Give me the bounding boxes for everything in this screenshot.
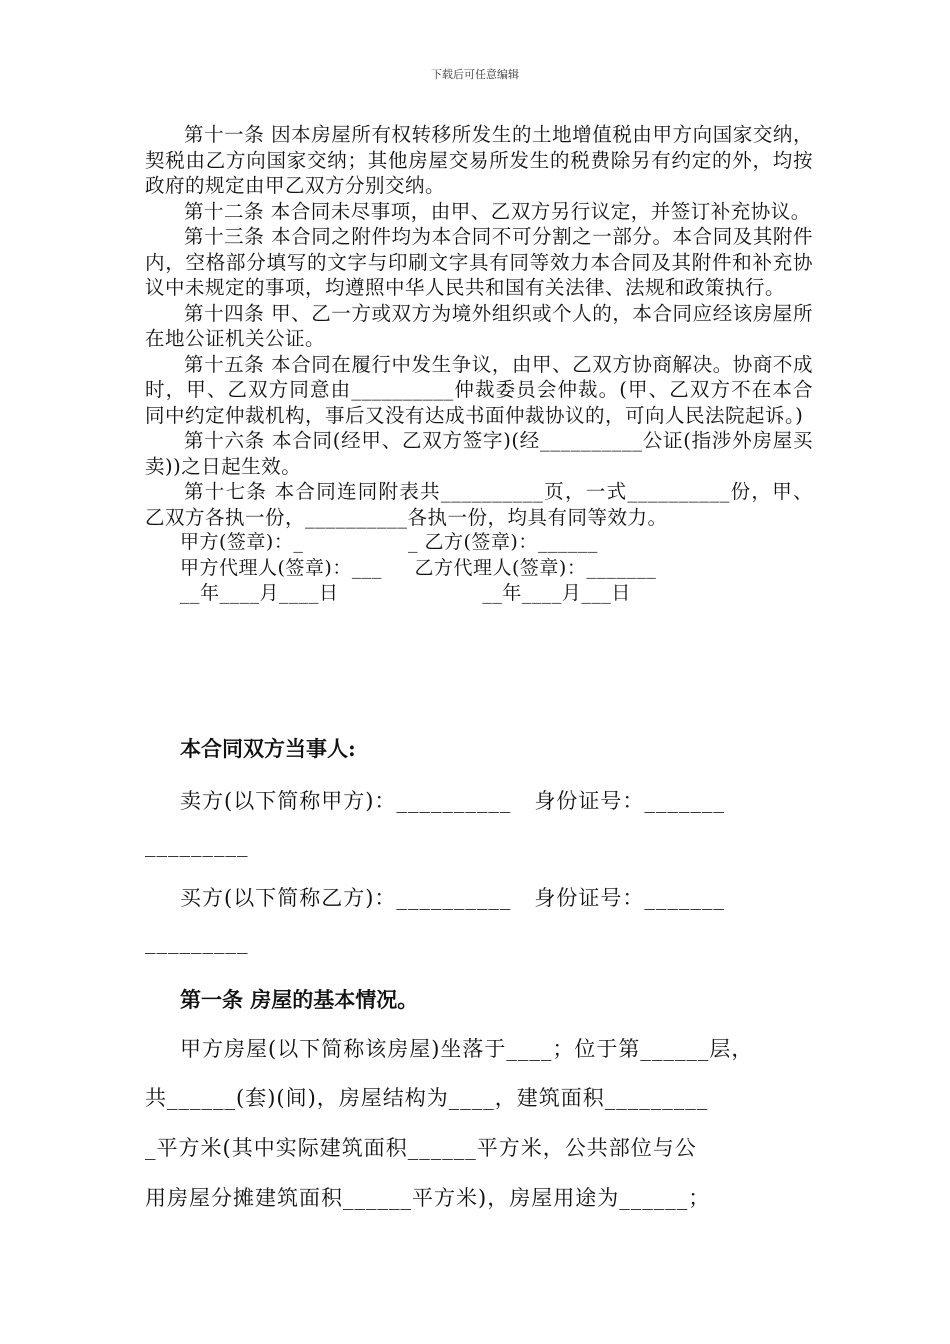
seller-line: 卖方(以下简称甲方)：__________ 身份证号：_______ bbox=[180, 789, 725, 813]
article-13: 第十三条 本合同之附件均为本合同不可分割之一部分。本合同及其附件内，空格部分填写的文字与印刷文字具有同等效力本合同及其附件和补充协议中未规定的事项，均遵照中华人民共和国有关法律、法规和政策执行。 bbox=[145, 225, 813, 299]
article-11: 第十一条 因本房屋所有权转移所发生的土地增值税由甲方向国家交纳，契税由乙方向国家交纳；其他房屋交易所发生的税费除另有约定的外，均按政府的规定由甲乙双方分别交纳。 bbox=[145, 123, 813, 197]
party-seal-line: 甲方(签章)：_ _ 乙方(签章)：______ bbox=[180, 531, 598, 553]
articles-block bbox=[145, 122, 813, 607]
article-1-line-3: _平方米(其中实际建筑面积______平方米，公共部位与公 bbox=[145, 1136, 697, 1160]
article-1-heading: 第一条 房屋的基本情况。 bbox=[180, 987, 419, 1012]
agent-seal-line: 甲方代理人(签章)：___ 乙方代理人(签章)：_______ bbox=[180, 556, 657, 579]
article-14: 第十四条 甲、乙一方或双方为境外组织或个人的，本合同应经该房屋所在地公证机关公证。 bbox=[145, 301, 813, 350]
buyer-line: 买方(以下简称乙方)：__________ 身份证号：_______ bbox=[180, 886, 725, 910]
article-12: 第十二条 本合同未尽事项，由甲、乙双方另行议定，并签订补充协议。 bbox=[184, 199, 811, 223]
article-15: 第十五条 本合同在履行中发生争议，由甲、乙双方协商解决。协商不成时，甲、乙双方同意由__________仲裁委员会仲裁。(甲、乙双方不在本合同中约定仲裁机构，事后又没有达成书面仲裁协议的，可向人民法院起诉。) bbox=[145, 352, 813, 427]
article-16: 第十六条 本合同(经甲、乙双方签字)(经__________公证(指涉外房屋买卖))之日起生效。 bbox=[145, 429, 813, 478]
article-1-line-4: 用房屋分摊建筑面积______平方米)，房屋用途为______； bbox=[145, 1186, 711, 1210]
page-header: 下载后可任意编辑 bbox=[431, 68, 519, 81]
article-1-line-2: 共______(套)(间)，房屋结构为____，建筑面积_________ bbox=[145, 1086, 709, 1110]
article-17: 第十七条 本合同连同附表共__________页，一式__________份，甲、乙双方各执一份，__________各执一份，均具有同等效力。 bbox=[145, 480, 813, 529]
parties-heading: 本合同双方当事人: bbox=[180, 736, 356, 761]
buyer-id-continuation: _________ bbox=[145, 930, 249, 954]
date-line: __年____月____日 __年____月___日 bbox=[180, 582, 631, 604]
article-1-line-1: 甲方房屋(以下简称该房屋)坐落于____；位于第______层， bbox=[180, 1037, 754, 1061]
seller-id-continuation: _________ bbox=[145, 833, 249, 857]
